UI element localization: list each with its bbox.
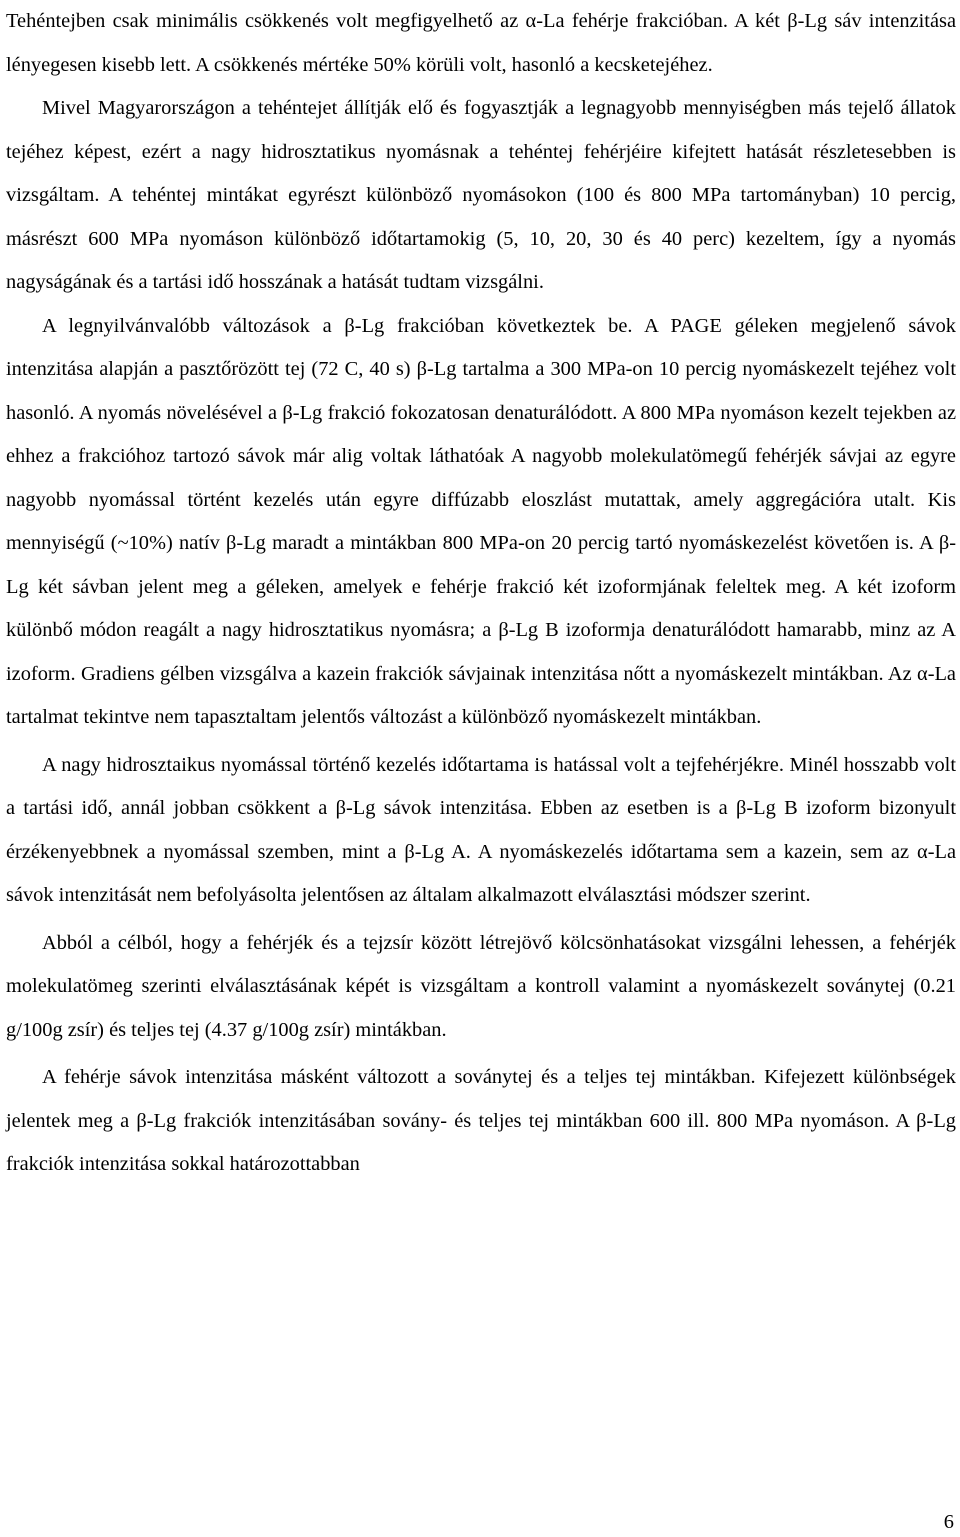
document-page — [6, 0, 956, 1187]
paragraph-2: Mivel Magyarországon a tehéntejet állítják elő és fogyasztják a legnagyobb mennyiségben más tejelő állatok tejéhez képest, ezért a nagy hidrosztatikus nyomásnak a tehéntej fehérjéire kifejtett hatását részletesebben is vizsgáltam. A tehéntej mintákat egyrészt különböző nyomásokon (100 és 800 MPa tartományban) 10 percig, másrészt 600 MPa nyomáson különböző időtartamokig (5, 10, 20, 30 és 40 perc) kezeltem, így a nyomás nagyságának és a tartási idő hosszának a hatását tudtam vizsgálni. — [6, 97, 956, 293]
paragraph-4: A nagy hidrosztaikus nyomással történő kezelés időtartama is hatással volt a tejfehérjékre. Minél hosszabb volt a tartási idő, annál jobban csökkent a β-Lg sávok intenzitása. Ebben az esetben is a β-Lg B izoform bizonyult érzékenyebbnek a nyomással szemben, mint a β-Lg A. A nyomáskezelés időtartama sem a kazein, sem az α-La sávok intenzitását nem befolyásolta jelentősen az általam alkalmazott elválasztási módszer szerint. — [6, 753, 956, 906]
paragraph-1: Tehéntejben csak minimális csökkenés volt megfigyelhető az α-La fehérje frakcióban. A két β-Lg sáv intenzitása lényegesen kisebb lett. A csökkenés mértéke 50% körüli volt, hasonló a kecsketejéhez. — [6, 10, 956, 76]
paragraph-6: A fehérje sávok intenzitása másként változott a soványtej és a teljes tej mintákban. Kifejezett különbségek jelentek meg a β-Lg frakciók intenzitásában sovány- és teljes tej mintákban 600 ill. 800 MPa nyomáson. A β-Lg frakciók intenzitása sokkal határozottabban — [6, 1066, 956, 1175]
page-number: 6 — [943, 1511, 954, 1533]
paragraph-5: Abból a célból, hogy a fehérjék és a tejzsír között létrejövő kölcsönhatásokat vizsgálni lehessen, a fehérjék molekulatömeg szerinti elválasztásának képét is vizsgáltam a kontroll valamint a nyomáskezelt soványtej (0.21 g/100g zsír) és teljes tej (4.37 g/100g zsír) mintákban. — [6, 931, 956, 1041]
paragraph-3: A legnyilvánvalóbb változások a β-Lg frakcióban következtek be. A PAGE géleken megjelenő sávok intenzitása alapján a pasztőrözött tej (72 C, 40 s) β-Lg tartalma a 300 MPa-on 10 percig nyomáskezelt tejéhez volt hasonló. A nyomás növelésével a β-Lg frakció fokozatosan denaturálódott. A 800 MPa nyomáson kezelt tejekben az ehhez a frakcióhoz tartozó sávok már alig voltak láthatóak A nagyobb molekulatömegű fehérjék sávjai az egyre nagyobb nyomással történt kezelés után egyre diffúzabb eloszlást mutattak, amely aggregációra utalt. Kis mennyiségű (~10%) natív β-Lg maradt a mintákban 800 MPa-on 20 percig tartó nyomáskezelést követően is. A β-Lg két sávban jelent meg a géleken, amelyek e fehérje frakció két izoformjának feleltek meg. A két izoform különbő módon reagált a nagy hidrosztatikus nyomásra; a β-Lg B izoformja denaturálódott hamarabb, minz az A izoform. Gradiens gélben vizsgálva a kazein frakciók sávjainak intenzitása nőtt a nyomáskezelt mintákban. Az α-La tartalmat tekintve nem tapasztaltam jelentős változást a különböző nyomáskezelt mintákban. — [6, 314, 956, 728]
